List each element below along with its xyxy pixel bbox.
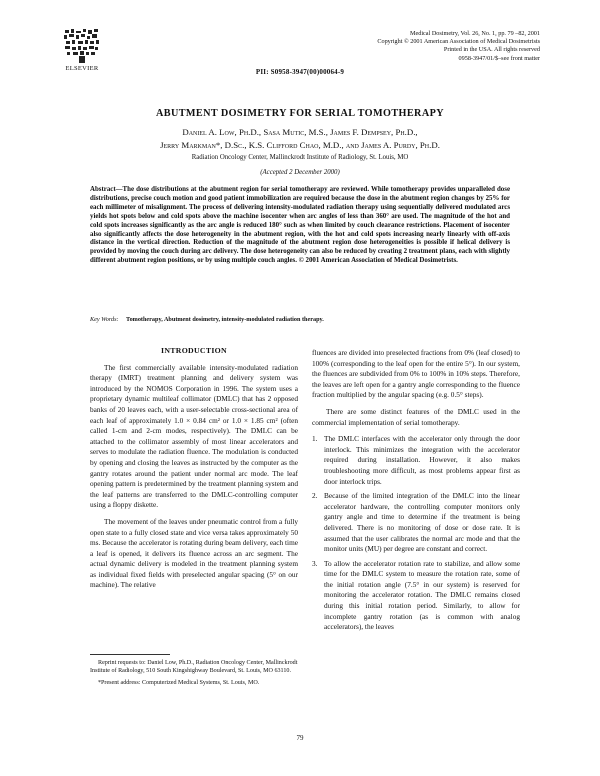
keywords	[90, 316, 510, 323]
pii-identifier: PII: S0958-3947(00)00064-9	[255, 68, 345, 76]
list-item	[312, 434, 520, 487]
affiliation: Radiation Oncology Center, Mallinckrodt Institute of Radiology, St. Louis, MO	[191, 154, 409, 161]
journal-line: Copyright © 2001 American Association of Medical Dosimetrists	[377, 38, 540, 46]
journal-line: 0958-3947/01/$–see front matter	[458, 54, 540, 62]
authors-line: Daniel A. Low, Ph.D., Sasa Mutic, M.S., James F. Dempsey, Ph.D.,	[182, 127, 418, 137]
paragraph: fluences are divided into preselected fractions from 0% (leaf closed) to 100% (corresponding to the leaf open for the entire 5°). In our system, the fluences are subdivided from 0% to 100% in 10% steps. Therefore, the leaves are left open for a gantry angle corresponding to the fluence fraction multiplied by the angular spacing (e.g. 0.5° steps).	[312, 348, 520, 400]
paragraph: There are some distinct features of the DMLC used in the commercial implementation of serial tomotherapy.	[312, 406, 520, 427]
list-text: To allow the accelerator rotation rate to stabilize, and allow some time for the DMLC system to measure the rotation rate, some of the initial rotation angle (7.5° in our system) is reserved for monitoring the accelerator rotation. The DMLC remains closed during this initial rotation period. Similarly, to allow for incomplete gantry rotation (as is common with analog accelerators), the leaves	[324, 558, 520, 632]
list-item	[312, 559, 520, 633]
footnote-divider	[90, 654, 170, 655]
publisher-name: ELSEVIER	[65, 65, 99, 72]
elsevier-tree-icon	[62, 28, 102, 64]
author-list	[70, 126, 530, 152]
abstract: Abstract—The dose distributions at the abutment region for serial tomotherapy are reviewed. While tomotherapy provides unparalleled dose distributions, precise couch motion and good patient immobilization are required because the dose in the abutment region changes by 25% for each millimeter of misalignment. The process of delivering intensity-modulated radiation therapy using sequentially delivered modulated arcs yields hot spots below and cold spots above the machine isocenter when arc angles of less than 360° are used. The magnitude of the hot and cold spots increases significantly as the arc angle is reduced 180° such as when limited by couch clearance restrictions. Placement of isocenter also significantly affects the dose heterogeneity in the abutment region, with the hot and cold spots increasing nearly linearly with off-axis distance in the vertical direction. Reduction of the magnitude of the abutment region dose heterogeneities is possible if helical delivery is provided by moving the couch during arc delivery. The dose heterogeneity can also be reduced by creating 2 treatment plans, each with slightly different abutment region positions, or by using multiple couch angles. © 2001 American Association of Medical Dosimetrists.	[90, 186, 510, 265]
paragraph: The first commercially available intensity-modulated radiation therapy (IMRT) treatment planning and delivery system was introduced by the NOMOS Corporation in 1996. The system uses a proprietary dynamic multileaf collimator (DMLC) that has 2 opposed banks of 20 leaves each, with a user-selectable cross-sectional area of each leaf of approximately 1.0 × 0.84 cm² or 1.0 × 1.85 cm² (often called 1-cm and 2-cm modes, respectively). The DMLC can be attached to the collimator assembly of most linear accelerators and serves to modulate the radiation fluence. The modulation is conducted by opening and closing the leaves as instructed by the computer as the gantry rotates around the patient under normal arc mode. The leaf opening pattern is predetermined by the treatment planning system and the leaf patterns are transferred to the DMLC-controlling computer using a floppy diskette.	[90, 362, 298, 510]
list-number: 3.	[312, 558, 318, 568]
page-number: 79	[296, 734, 304, 742]
article-title: ABUTMENT DOSIMETRY FOR SERIAL TOMOTHERAPY	[156, 108, 444, 119]
list-number: 1.	[312, 434, 318, 444]
accepted-date-text: (Accepted 2 December 2000)	[260, 169, 340, 176]
footnotes	[90, 659, 298, 690]
list-text: Because of the limited integration of the DMLC into the linear accelerator hardware, the controlling computer monitors only gantry angle and time to determine if the treatment is being delivered. There is no monitoring of dose or dose rate. It is assumed that the user calibrates the normal arc mode and that the monitor units (MU) per degree are constant and correct.	[324, 491, 520, 554]
keywords-text: Tomotherapy, Abutment dosimetry, intensity-modulated radiation therapy.	[126, 316, 324, 323]
footnote: Reprint requests to: Daniel Low, Ph.D., Radiation Oncology Center, Mallinckrodt Institute of Radiology, 510 South Kingshighway Boulevard, St. Louis, MO 63110.	[90, 660, 298, 675]
feature-list	[312, 434, 520, 633]
footnote: *Present address: Computerized Medical Systems, St. Louis, MO.	[98, 679, 260, 686]
right-column	[312, 348, 520, 637]
authors-line: Jerry Markman*, D.Sc., K.S. Clifford Chao, M.D., and James A. Purdy, Ph.D.	[160, 140, 440, 150]
list-item	[312, 491, 520, 555]
paragraph: The movement of the leaves under pneumatic control from a fully open state to a fully closed state and vice versa takes approximately 50 ms. Because the accelerator is rotating during beam delivery, each time a leaf is opened, it delivers its fluence across an arc segment. The actual dynamic delivery is modeled in the treatment planning system as individual fixed fields with preselected angular spacing (5° on our machine). The relative	[90, 516, 298, 590]
list-number: 2.	[312, 491, 318, 501]
left-column	[90, 346, 298, 597]
journal-line: Medical Dosimetry, Vol. 26, No. 1, pp. 79 –82, 2001	[410, 30, 540, 37]
keywords-label: Key Words:	[90, 316, 119, 323]
journal-line: Printed in the USA. All rights reserved	[443, 46, 540, 54]
list-text: The DMLC interfaces with the accelerator only through the door interlock. This minimizes the integration with the accelerator required during installation. However, it also makes troubleshooting more difficult, as most problems appear first as door interlock trips.	[324, 434, 520, 486]
accepted-date	[0, 169, 600, 176]
section-heading: INTRODUCTION	[161, 346, 227, 355]
journal-info	[240, 30, 540, 63]
